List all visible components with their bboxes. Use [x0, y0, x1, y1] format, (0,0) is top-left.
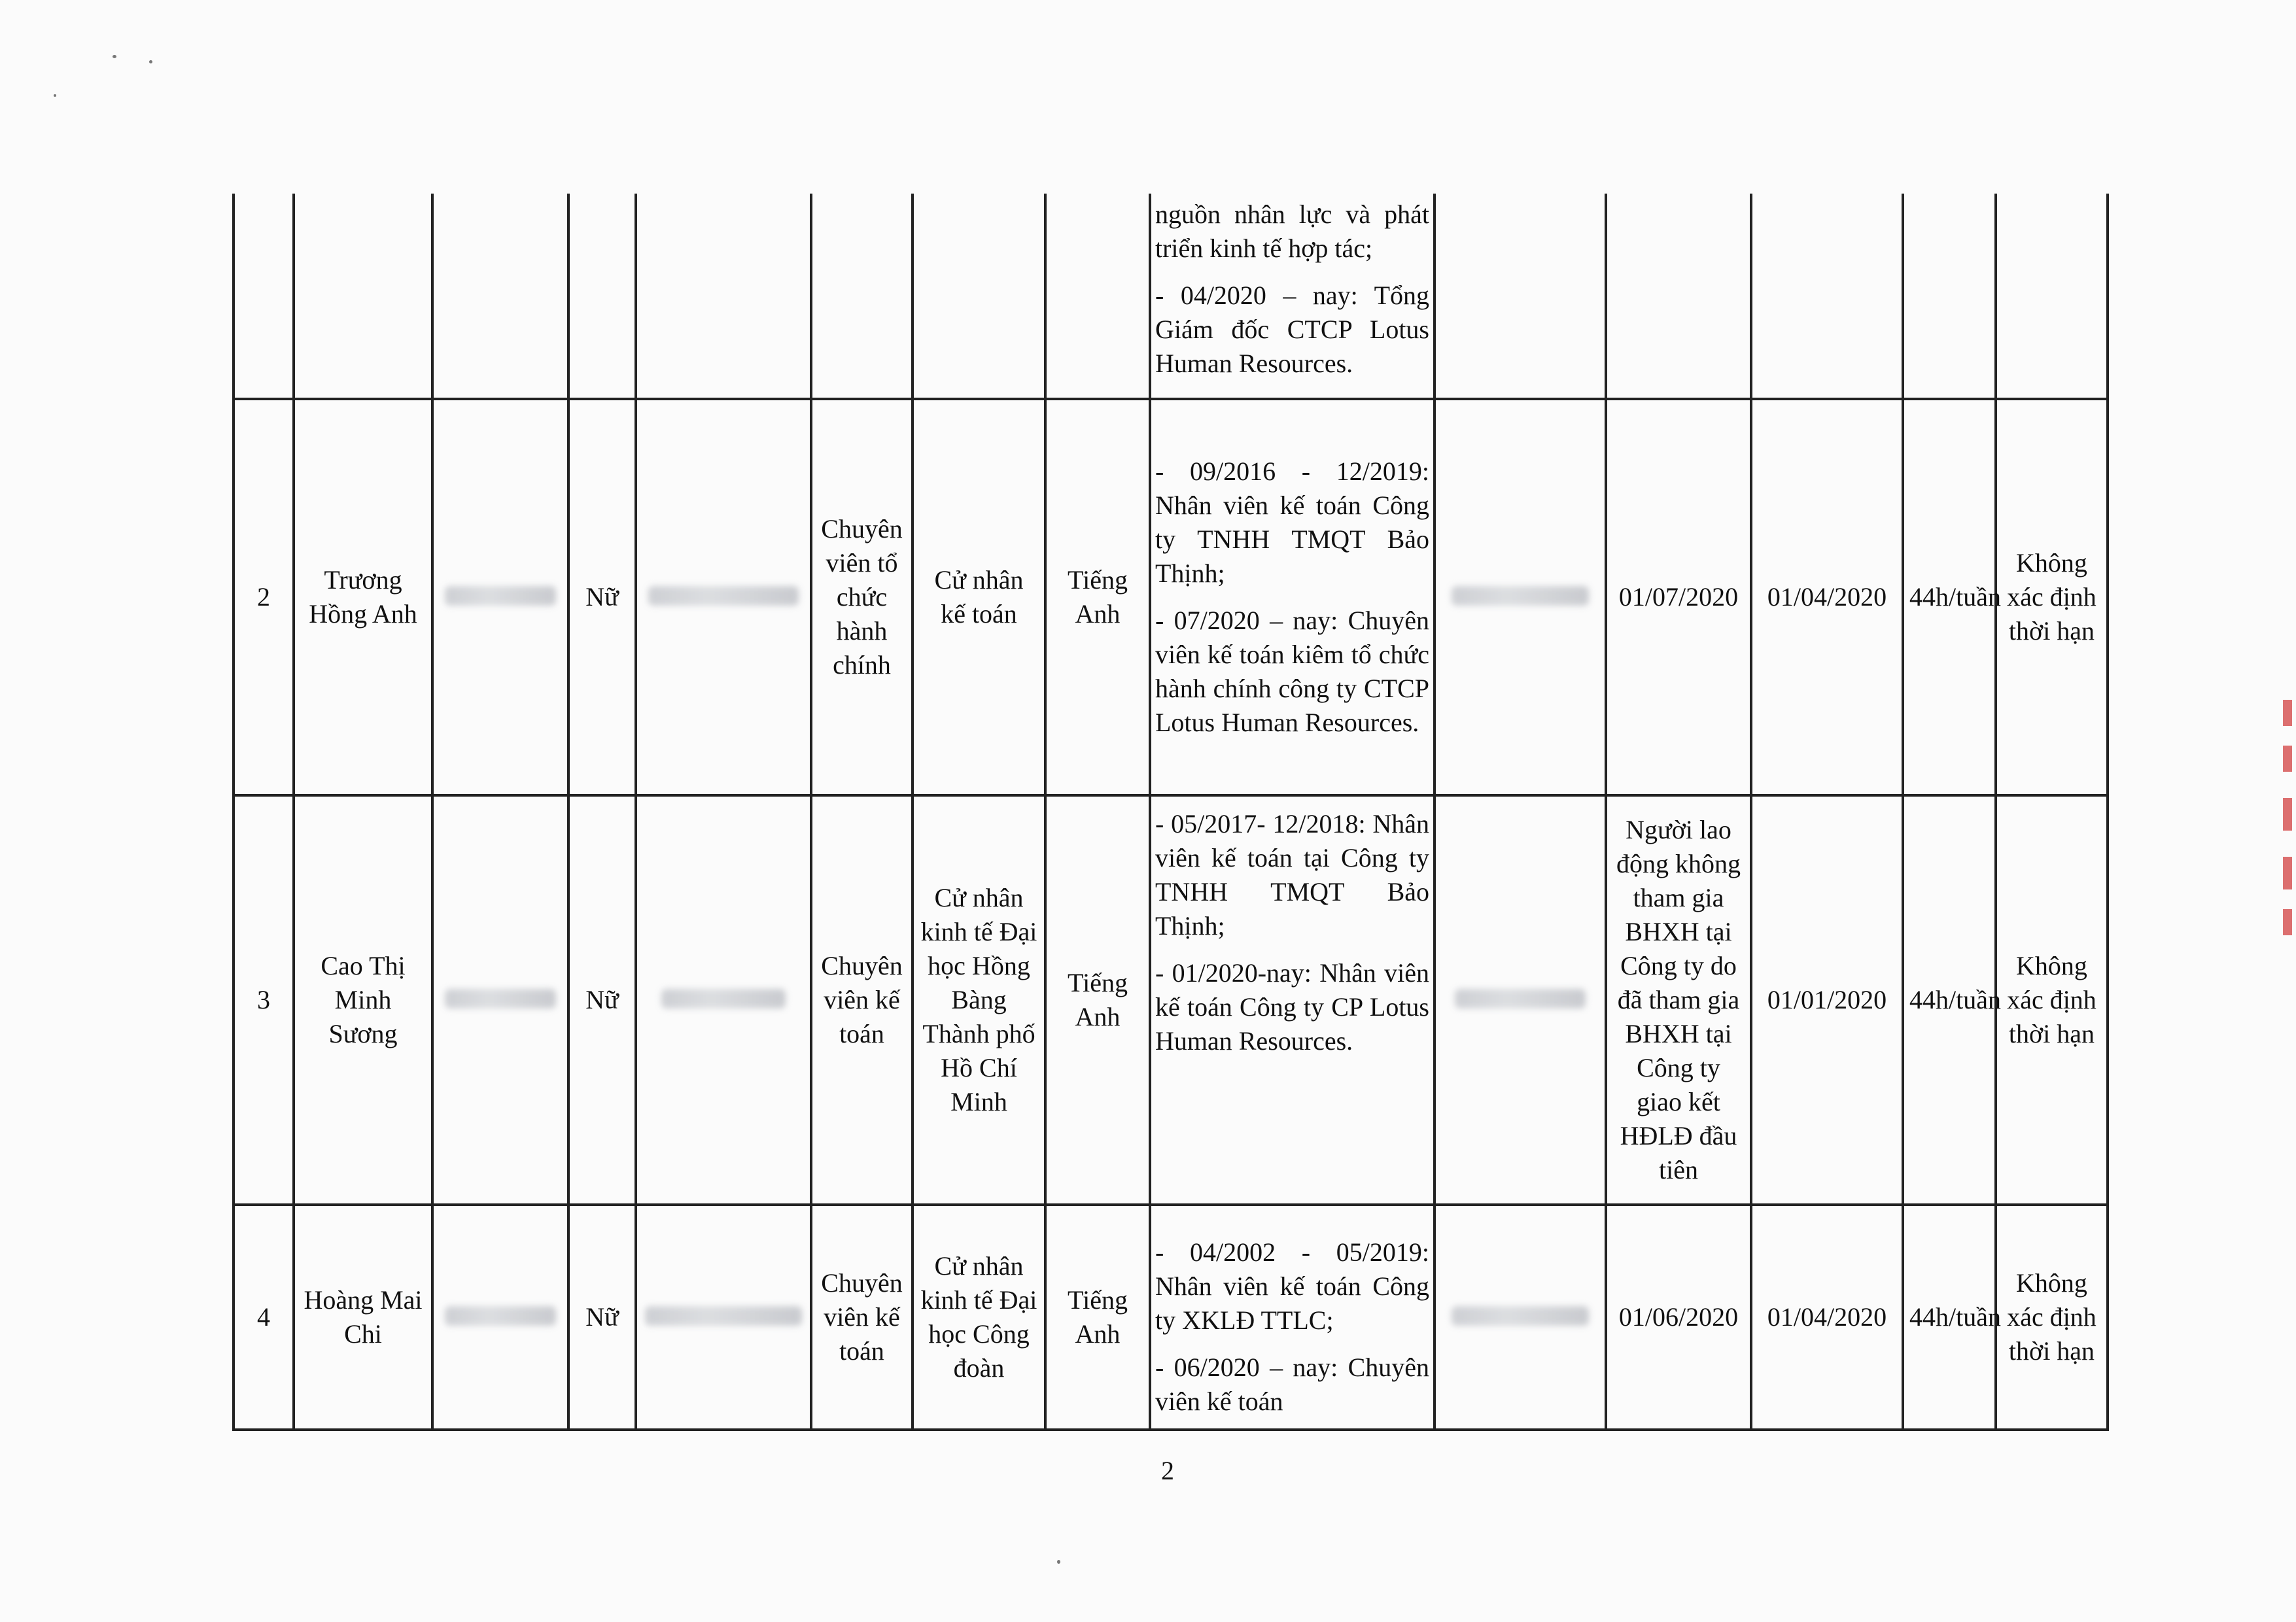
stamp-fragment — [2283, 798, 2292, 831]
contract-term-cell: Không xác định thời hạn — [1996, 399, 2108, 795]
table-row — [234, 795, 2108, 1205]
redacted-birthdate — [445, 989, 556, 1009]
stamp-fragment — [2283, 857, 2292, 889]
experience-cell — [1150, 1205, 1435, 1430]
birthdate-cell — [432, 1205, 568, 1430]
language-cell: Tiếng Anh — [1045, 1205, 1150, 1430]
degree-cell: Cử nhân kinh tế Đại học Công đoàn — [913, 1205, 1045, 1430]
table-row-continuation — [234, 194, 2108, 399]
position-cell — [811, 194, 913, 399]
birthdate-cell — [432, 194, 568, 399]
name-cell: Cao Thị Minh Sương — [294, 795, 432, 1205]
stamp-fragment — [2283, 700, 2292, 726]
degree-cell: Cử nhân kinh tế Đại học Hồng Bàng Thành phố Hồ Chí Minh — [913, 795, 1045, 1205]
id-number-cell — [636, 795, 811, 1205]
redacted-insurance-number — [1452, 1306, 1589, 1326]
language-cell: Tiếng Anh — [1045, 795, 1150, 1205]
experience-item: - 04/2002 - 05/2019: Nhân viên kế toán Công ty XKLĐ TTLC; — [1155, 1237, 1429, 1335]
employee-table — [232, 194, 2109, 1431]
redacted-id-number — [645, 1306, 802, 1326]
experience-item: - 05/2017- 12/2018: Nhân viên kế toán tại Công ty TNHH TMQT Bảo Thịnh; — [1155, 809, 1429, 940]
id-number-cell — [636, 194, 811, 399]
birthdate-cell — [432, 795, 568, 1205]
stt-cell: 2 — [234, 399, 294, 795]
experience-item: nguồn nhân lực và phát triển kinh tế hợp tác; — [1155, 199, 1429, 263]
language-cell: Tiếng Anh — [1045, 399, 1150, 795]
redacted-birthdate — [445, 586, 556, 606]
name-cell: Trương Hồng Anh — [294, 399, 432, 795]
stt-cell: 4 — [234, 1205, 294, 1430]
insurance-number-cell — [1435, 1205, 1606, 1430]
experience-cell — [1150, 194, 1435, 399]
degree-cell — [913, 194, 1045, 399]
table-row — [234, 1205, 2108, 1430]
redacted-insurance-number — [1452, 586, 1589, 606]
working-hours-cell: 44h/tuần — [1903, 1205, 1996, 1430]
position-cell: Chuyên viên kế toán — [811, 1205, 913, 1430]
contract-term-cell — [1996, 194, 2108, 399]
birthdate-cell — [432, 399, 568, 795]
insurance-number-cell — [1435, 399, 1606, 795]
experience-item: - 04/2020 – nay: Tổng Giám đốc CTCP Lotus Human Resources. — [1155, 281, 1429, 378]
id-number-cell — [636, 1205, 811, 1430]
working-hours-cell — [1903, 194, 1996, 399]
insurance-number-cell — [1435, 795, 1606, 1205]
name-cell: Hoàng Mai Chi — [294, 1205, 432, 1430]
name-cell — [294, 194, 432, 399]
insurance-start-cell: 01/06/2020 — [1606, 1205, 1751, 1430]
stamp-fragment — [2283, 746, 2292, 772]
insurance-start-cell: 01/07/2020 — [1606, 399, 1751, 795]
experience-item: - 09/2016 - 12/2019: Nhân viên kế toán Công ty TNHH TMQT Bảo Thịnh; — [1155, 457, 1429, 588]
working-hours-cell: 44h/tuần — [1903, 795, 1996, 1205]
insurance-start-cell: Người lao động không tham gia BHXH tại Công ty do đã tham gia BHXH tại Công ty giao kết HĐLĐ đầu tiên — [1606, 795, 1751, 1205]
redacted-insurance-number — [1455, 989, 1586, 1009]
id-number-cell — [636, 399, 811, 795]
scan-speck — [149, 60, 152, 63]
language-cell — [1045, 194, 1150, 399]
redacted-birthdate — [445, 1306, 556, 1326]
experience-cell — [1150, 795, 1435, 1205]
scan-speck — [54, 94, 56, 97]
experience-item: - 07/2020 – nay: Chuyên viên kế toán kiêm tổ chức hành chính công ty CTCP Lotus Human Resources. — [1155, 606, 1429, 737]
page-number: 2 — [1161, 1456, 1174, 1485]
experience-cell — [1150, 399, 1435, 795]
contract-term-cell: Không xác định thời hạn — [1996, 1205, 2108, 1430]
insurance-number-cell — [1435, 194, 1606, 399]
gender-cell: Nữ — [568, 1205, 636, 1430]
stt-cell — [234, 194, 294, 399]
experience-item: - 01/2020-nay: Nhân viên kế toán Công ty CP Lotus Human Resources. — [1155, 958, 1429, 1056]
redacted-id-number — [648, 586, 799, 606]
insurance-start-cell — [1606, 194, 1751, 399]
scan-speck — [113, 55, 116, 58]
position-cell: Chuyên viên kế toán — [811, 795, 913, 1205]
stamp-fragment — [2283, 909, 2292, 935]
stt-cell: 3 — [234, 795, 294, 1205]
redacted-id-number — [661, 989, 786, 1009]
gender-cell: Nữ — [568, 399, 636, 795]
gender-cell: Nữ — [568, 795, 636, 1205]
working-hours-cell: 44h/tuần — [1903, 399, 1996, 795]
contract-date-cell — [1751, 194, 1903, 399]
gender-cell — [568, 194, 636, 399]
contract-date-cell: 01/04/2020 — [1751, 399, 1903, 795]
contract-date-cell: 01/04/2020 — [1751, 1205, 1903, 1430]
contract-date-cell: 01/01/2020 — [1751, 795, 1903, 1205]
stamp-edge-mark — [2283, 700, 2293, 948]
experience-item: - 06/2020 – nay: Chuyên viên kế toán — [1155, 1353, 1429, 1416]
scan-speck — [1057, 1560, 1060, 1564]
degree-cell: Cử nhân kế toán — [913, 399, 1045, 795]
position-cell: Chuyên viên tổ chức hành chính — [811, 399, 913, 795]
contract-term-cell: Không xác định thời hạn — [1996, 795, 2108, 1205]
table-row — [234, 399, 2108, 795]
